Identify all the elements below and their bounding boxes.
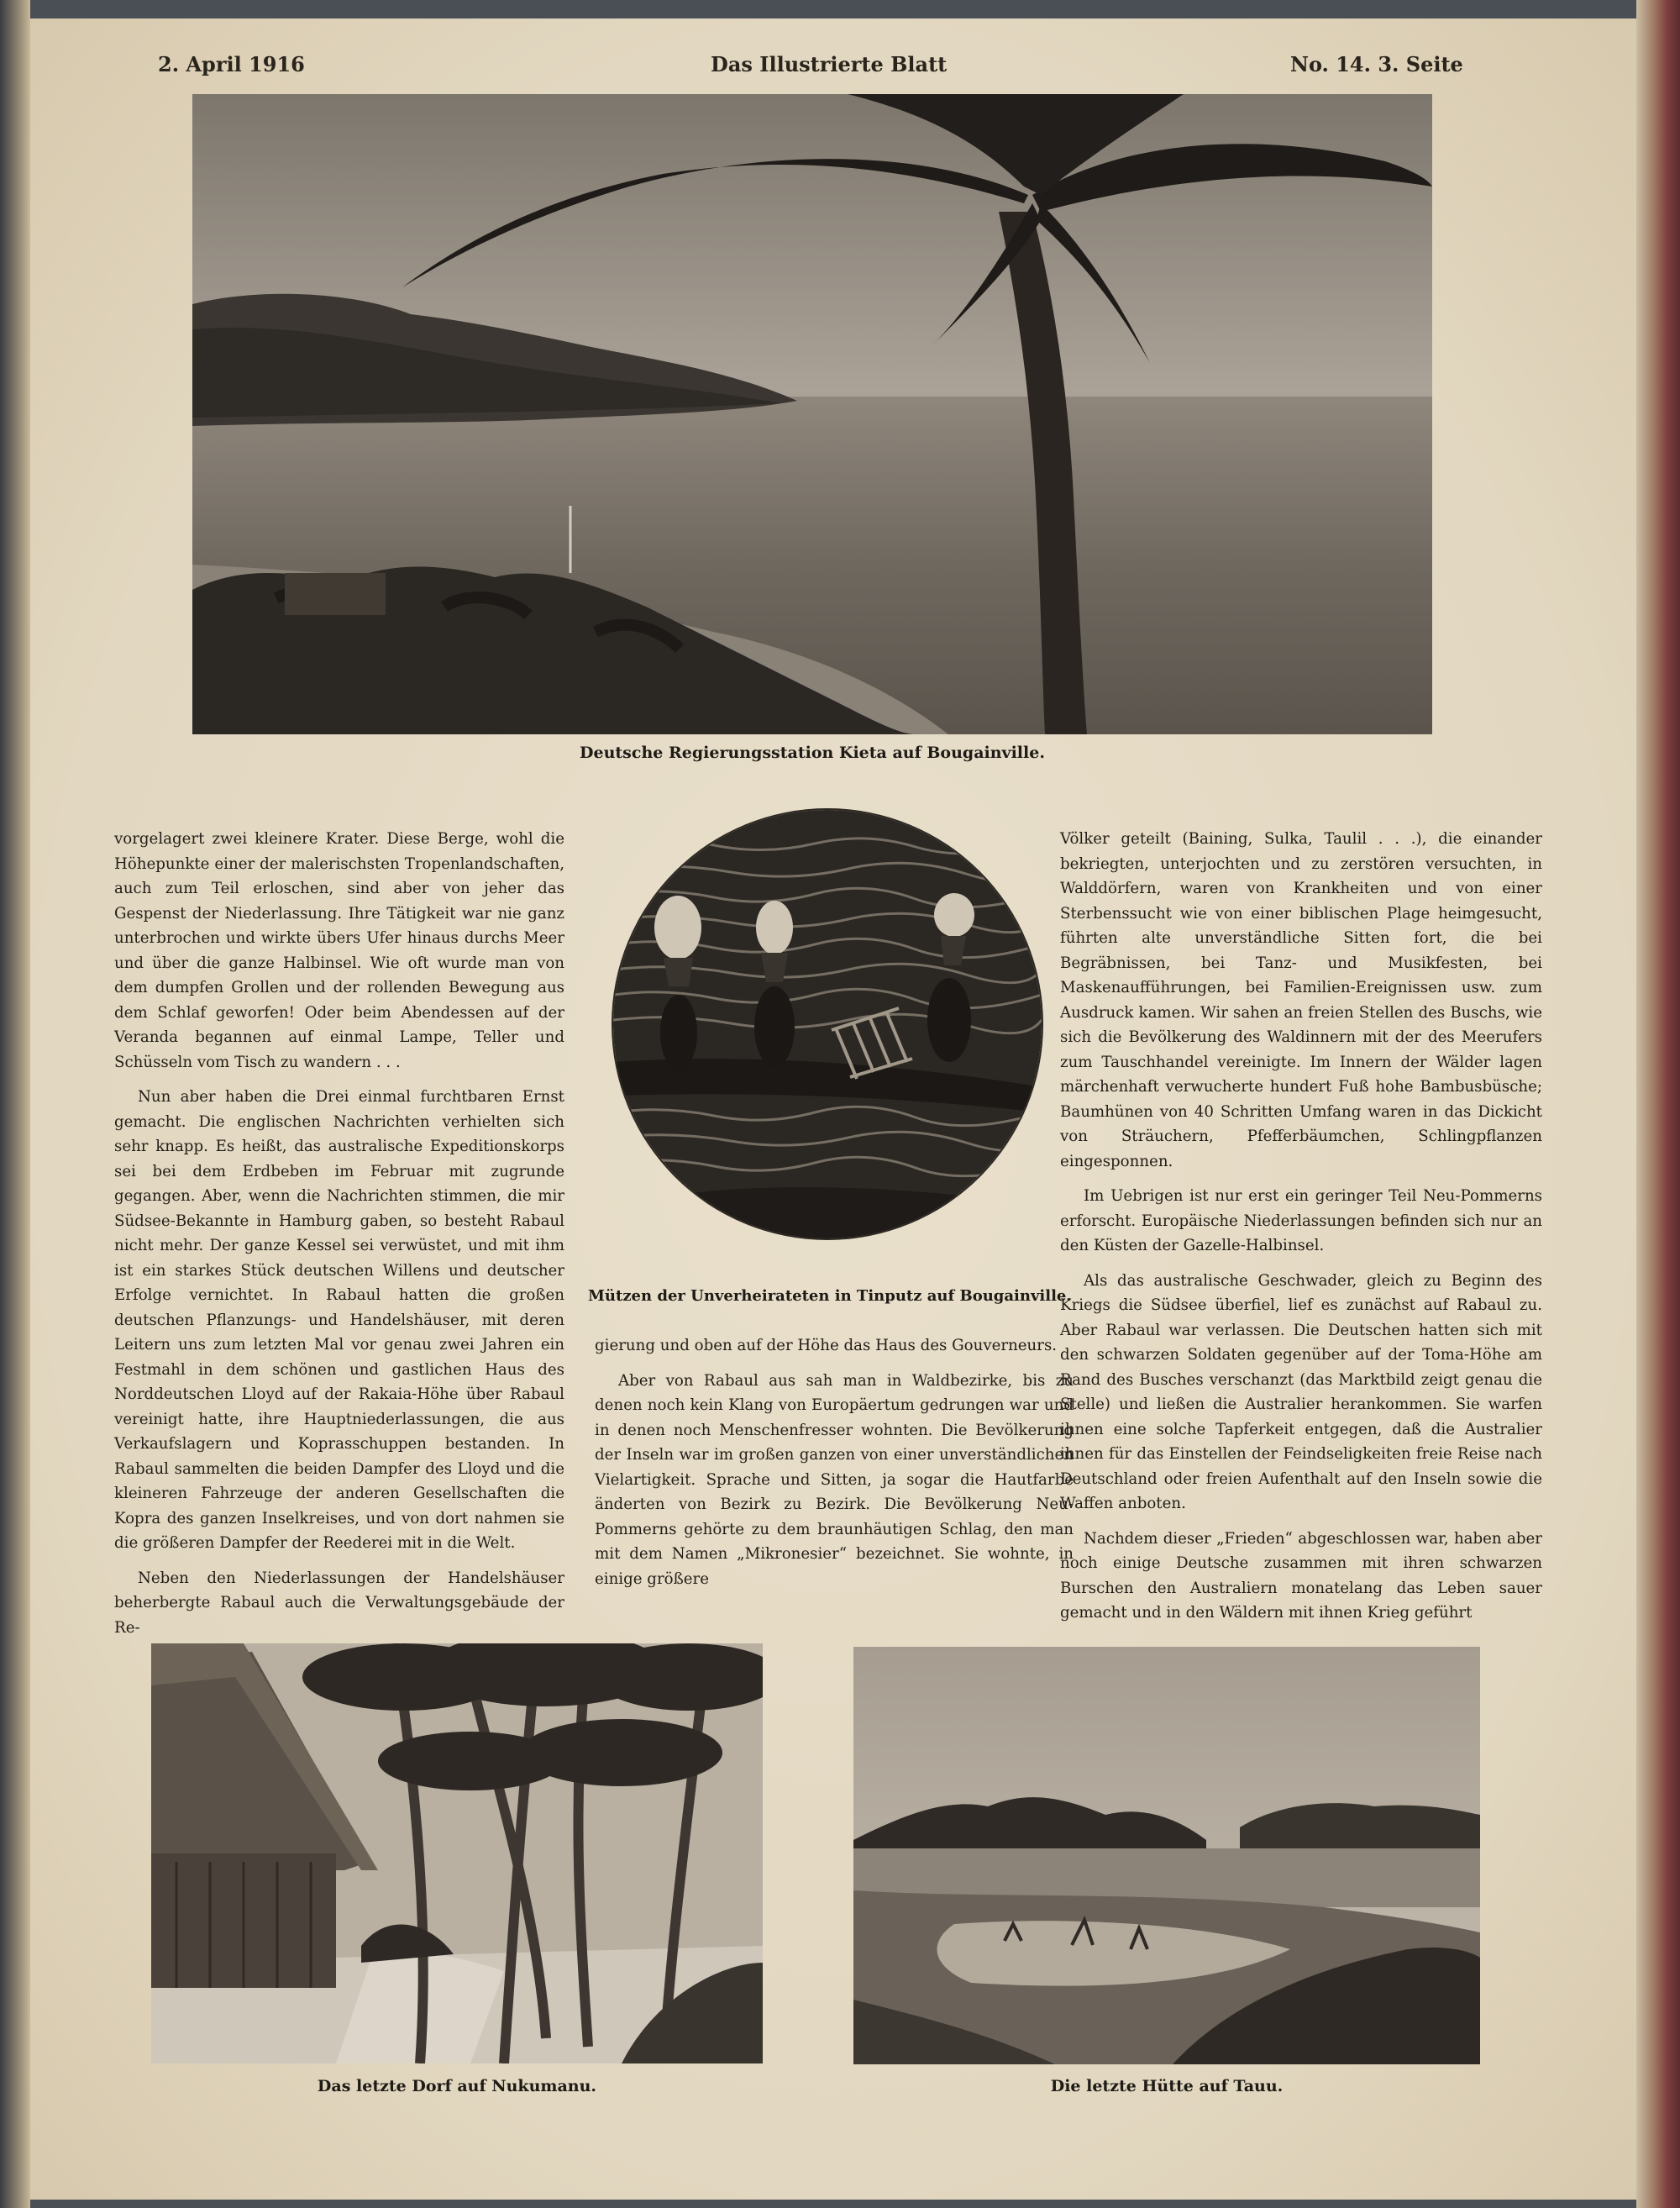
caption-bottom-left-photo: Das letzte Dorf auf Nukumanu. — [317, 2077, 597, 2095]
photo-nukumanu-village — [151, 1643, 763, 2063]
paragraph: Aber von Rabaul aus sah man in Waldbezirke, bis zu denen noch kein Klang von Europäertum gedrungen war und in denen noch Menschenfresser wohnten. Die Bevölkerung der Inseln war im großen ganzen von einer unverständlichen Vielartigkeit. Sprache und Sitten, ja sogar die Hautfarbe änderten von Bezirk zu Bezirk. Die Bevölkerung Neu-Pommerns gehörte zu dem braunhäutigen Schlag, den man mit dem Namen „Mikronesier“ bezeichnet. Sie wohnte, in einige größere — [595, 1371, 1074, 1588]
article-column-2 — [595, 1333, 1074, 1591]
photo-kieta-palm-bay — [192, 94, 1432, 734]
issue-date: 2. April 1916 — [158, 52, 305, 76]
paragraph: vorgelagert zwei kleinere Krater. Diese Berge, wohl die Höhepunkte einer der malerischsten Tropenlandschaften, auch zum Teil erloschen, sind aber von jeher das Gespenst der Niederlassung. Ihre Tätigkeit war nie ganz unterbrochen und wirkte übers Ufer hinaus durchs Meer und über die ganze Halbinsel. Wie oft wurde man von dem dumpfen Grollen und der rollenden Bewegung aus dem Schlaf geworfen! Oder beim Abendessen auf der Veranda begannen auf einmal Lampe, Teller und Schüsseln vom Tisch zu wandern . . . — [114, 830, 564, 1071]
article-column-1 — [114, 827, 564, 1640]
paragraph: Neben den Niederlassungen der Handelshäuser beherbergte Rabaul auch die Verwaltungsgebäude der Re- — [114, 1569, 564, 1637]
photo-round-canoe — [613, 810, 1042, 1238]
book-binding-right — [1636, 0, 1680, 2208]
page-header — [30, 37, 1636, 76]
photo-tauu-last-hut — [853, 1647, 1480, 2064]
caption-middle-photo: Mützen der Unverheirateten in Tinputz auf Bougainville. — [588, 1287, 1072, 1305]
publication-title: Das Illustrierte Blatt — [711, 52, 948, 76]
book-binding-left — [0, 0, 30, 2208]
caption-bottom-right-photo: Die letzte Hütte auf Tauu. — [1050, 2077, 1284, 2095]
paragraph: Völker geteilt (Baining, Sulka, Taulil . . .), die einander bekriegten, unterjochten und zu zerstören versuchten, in Walddörfern, waren von Krankheiten und von einer Sterbenssucht wie von einer biblischen Plage heimgesucht, führten alte unverständliche Sitten fort, die bei Begräbnissen, bei Tanz- und Musikfesten, bei Maskenaufführungen, bei Familien-Ereignissen usw. zum Ausdruck kamen. Wir sahen an freien Stellen des Buschs, wie sich die Bevölkerung des Waldinnern mit der des Meerufers zum Tauschhandel vereinigte. Im Innern der Wälder lagen märchenhaft verwucherte hundert Fuß hohe Bambusbüsche; Baumhünen von 40 Schritten Umfang waren in das Dickicht von Sträuchern, Pfefferbäumchen, Schlingpflanzen eingesponnen. — [1060, 830, 1542, 1170]
page-number: No. 14. 3. Seite — [1290, 52, 1463, 76]
paragraph: Nachdem dieser „Frieden“ abgeschlossen war, haben aber noch einige Deutsche zusammen mit ihren schwarzen Burschen den Australiern monatelang das Leben sauer gemacht und in den Wäldern mit ihnen Krieg geführt — [1060, 1529, 1542, 1622]
newspaper-page — [30, 18, 1636, 2200]
photo-round-canoe-frame — [613, 810, 1042, 1238]
paragraph: Nun aber haben die Drei einmal furchtbaren Ernst gemacht. Die englischen Nachrichten verhielten sich sehr knapp. Es heißt, das australische Expeditionskorps sei bei dem Erdbeben im Februar mit zugrunde gegangen. Aber, wenn die Nachrichten stimmen, die mir Südsee-Bekannte in Hamburg gaben, so besteht Rabaul nicht mehr. Der ganze Kessel sei verwüstet, und mit ihm ist ein starkes Stück deutschen Willens und deutscher Erfolge vernichtet. In Rabaul hatten die großen deutschen Pflanzungs- und Handelshäuser, mit deren Leitern uns zum letzten Mal vor genau zwei Jahren ein Festmahl in dem schönen und gastlichen Haus des Norddeutschen Lloyd auf der Rakaia-Höhe über Rabaul vereinigt hatte, ihre Hauptniederlassungen, die aus Verkaufslagern und Koprasschuppen bestanden. In Rabaul sammelten die beiden Dampfer des Lloyd und die kleineren Fahrzeuge der anderen Gesellschaften die Kopra des ganzen Inselkreises, und von dort nahmen sie die größeren Dampfer der Reederei mit in die Welt. — [114, 1088, 564, 1552]
paragraph: Als das australische Geschwader, gleich zu Beginn des Kriegs die Südsee überfiel, lief es zunächst auf Rabaul zu. Aber Rabaul war verlassen. Die Deutschen hatten sich mit den schwarzen Soldaten gegenüber auf der Toma-Höhe am Rand des Busches verschanzt (das Marktbild zeigt genau die Stelle) und ließen die Australier herankommen. Sie warfen ihnen eine solche Tapferkeit entgegen, daß die Australier ihnen für das Einstellen der Feindseligkeiten freie Reise nach Deutschland oder freien Aufenthalt auf den Inseln sowie die Waffen anboten. — [1060, 1271, 1542, 1512]
paragraph: gierung und oben auf der Höhe das Haus des Gouverneurs. — [595, 1337, 1058, 1354]
article-column-3 — [1060, 827, 1542, 1626]
caption-top-photo: Deutsche Regierungsstation Kieta auf Bougainville. — [580, 744, 1045, 762]
paragraph: Im Uebrigen ist nur erst ein geringer Teil Neu-Pommerns erforscht. Europäische Niederlassungen befinden sich nur an den Küsten der Gazelle-Halbinsel. — [1060, 1187, 1542, 1254]
